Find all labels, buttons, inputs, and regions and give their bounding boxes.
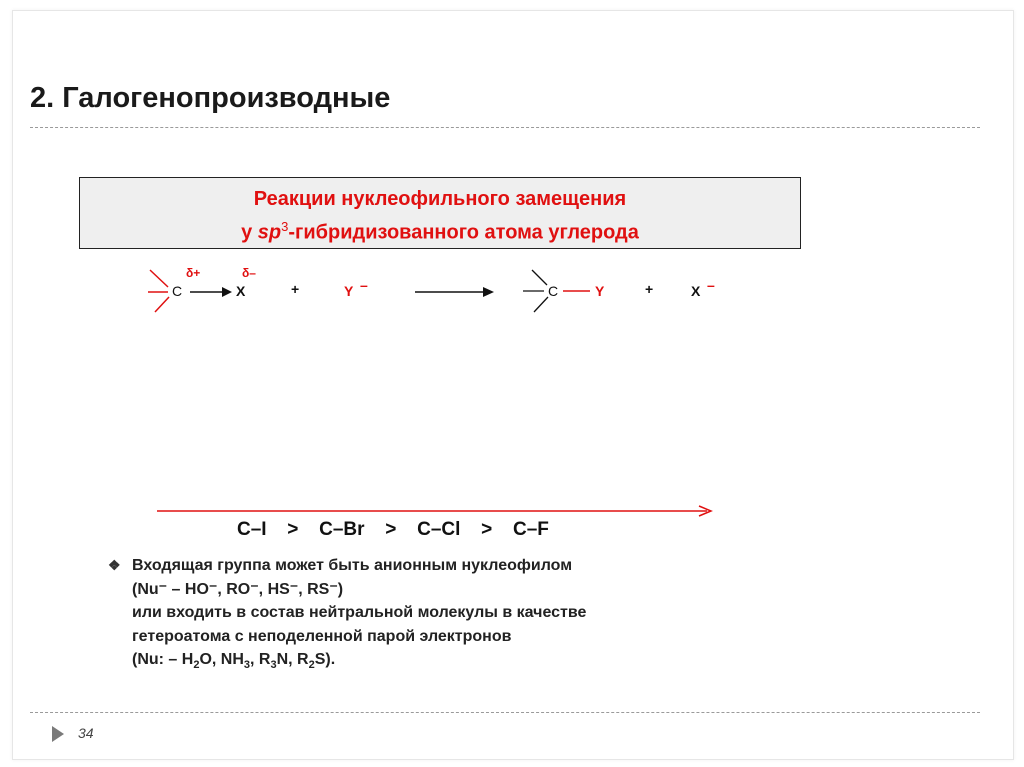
nucleophile: Y (344, 283, 354, 299)
leaving-group: X (236, 283, 246, 299)
bond-c-br: C–Br (319, 519, 365, 540)
nucleophile-charge: – (360, 277, 368, 293)
header-box-line1: Реакции нуклеофильного замещения (253, 188, 627, 210)
page-number: 34 (78, 725, 94, 741)
gt-sign-2: > (385, 519, 397, 540)
delta-plus-label: δ+ (186, 266, 201, 280)
leaving-ion-charge: – (707, 277, 715, 293)
gt-sign-3: > (481, 519, 493, 540)
plus-sign-2: + (645, 281, 654, 297)
gt-sign-1: > (287, 519, 299, 540)
reactant-bond-lower (155, 297, 169, 312)
reaction-arrowhead (483, 287, 494, 297)
note-line-5: (Nu: – $H_2O$, $NH_3$, $R_3N$, $R_2S$). (132, 651, 336, 672)
product-bond-upper (532, 270, 547, 285)
product-carbon: C (548, 283, 559, 299)
product-bond-lower (534, 297, 548, 312)
bullet-icon: ❖ (108, 557, 121, 573)
bond-c-i: C–I (237, 519, 267, 540)
product-group: Y (595, 283, 605, 299)
note-line-2: (Nu⁻ – HO⁻, RO⁻, HS⁻, RS⁻) (132, 580, 344, 598)
reactant-carbon: C (172, 283, 183, 299)
bond-c-f: C–F (512, 519, 549, 540)
note-line-1: Входящая группа может быть анионным нуклеофилом (132, 557, 573, 574)
delta-minus-label: δ– (242, 266, 256, 280)
notes-block (108, 554, 586, 678)
leaving-ion: X (691, 283, 701, 299)
reactant-bond-upper (150, 270, 168, 287)
note-line-4: гетероатома с неподеленной парой электронов (132, 627, 512, 645)
note-line-3: или входить в состав нейтральной молекулы в качестве (132, 604, 587, 621)
slide-title: 2. Галогенопроизводные (30, 82, 391, 114)
reactivity-series (237, 519, 549, 541)
bond-c-cl: C–Cl (417, 519, 461, 540)
nav-triangle-icon (50, 724, 66, 744)
plus-sign-1: + (291, 281, 300, 297)
polar-bond-arrowhead (222, 287, 232, 297)
header-box-line2: у $sp^3$-гибридизованного атома углерода (241, 219, 639, 244)
footer-divider (30, 712, 980, 713)
